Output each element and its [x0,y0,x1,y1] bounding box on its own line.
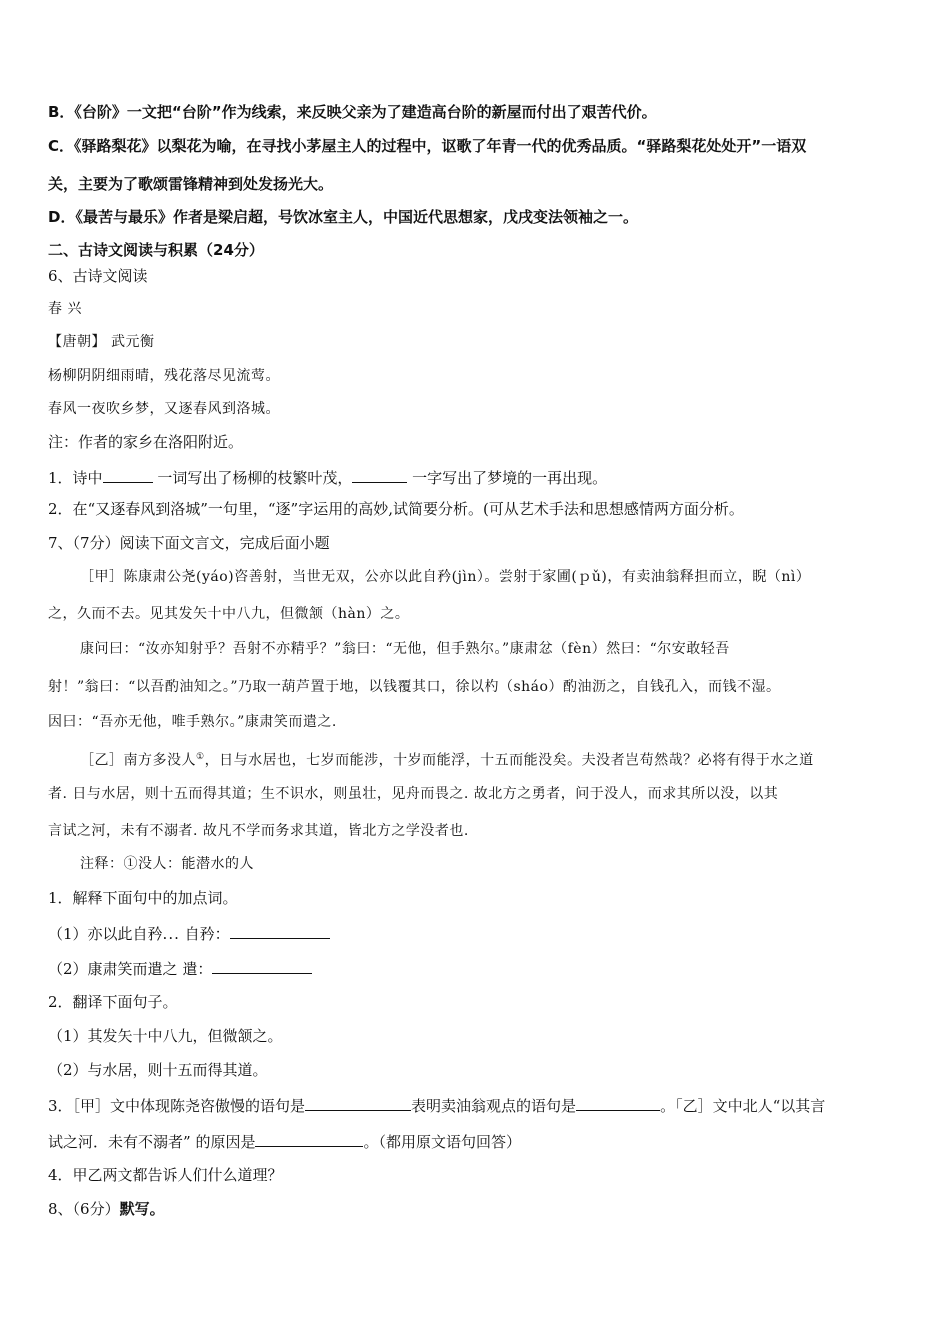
sub-3-part-e: 的原因是 [195,1133,256,1151]
q6-question-2: 2．在“又逐春风到洛城”一句里，“逐”字运用的高妙,试简要分析。(可从艺术手法和思想感情两方面分析。 [48,500,744,518]
passage-jia-line-2: 之，久而不去。见其发矢十中八九，但微颔（hàn）之。 [48,606,410,622]
q8-number: 8、（6分） [48,1200,120,1218]
answer-blank[interactable] [230,922,330,939]
q7-sub-3-line-2 [48,1130,908,1152]
poem-title: 春 兴 [48,301,82,317]
choice-d: D．《最苦与最乐》作者是梁启超，号饮冰室主人，中国近代思想家，戊戌变法领袖之一。 [48,208,638,226]
section-heading: 二、古诗文阅读与积累（24分） [48,241,264,259]
q7-sub-3-line-1 [48,1094,908,1116]
answer-blank[interactable] [212,957,312,974]
passage-jia-line-3: 康问曰：“汝亦知射乎？吾射不亦精乎？”翁曰：“无他，但手熟尔。”康肃忿（fèn）然曰：“尔安敢轻吾 [80,641,730,657]
sub-3-part-b: 表明卖油翁观点的语句是 [411,1097,577,1115]
choice-c-line2: 关，主要为了歌颂雷锋精神到处发扬光大。 [48,175,334,193]
q7-sub-1-item-1 [48,922,908,944]
answer-blank[interactable] [103,466,153,483]
q6-header: 6、古诗文阅读 [48,267,148,285]
answer-blank[interactable] [576,1094,660,1111]
passage-yi-rest: ，日与水居也，七岁而能涉，十岁而能浮，十五而能没矣。夫没者岂苟然哉？必将有得于水之道 [204,752,814,769]
choice-b: B．《台阶》一文把“台阶”作为线索，来反映父亲为了建造高台阶的新屋而付出了艰苦代价。 [48,103,657,121]
q7-sub-2-item-2: （2）与水居，则十五而得其道。 [48,1061,268,1079]
sub-3-part-c: 。「乙］文中北人“以其言 [660,1097,826,1115]
sub-3-part-a: 3．［甲］文中体现陈尧咨傲慢的语句是 [48,1097,306,1115]
sub-1-item-2-sentence: （2）康肃笑而遣之 [48,960,178,978]
poem-author: 【唐朝】 武元衡 [48,334,155,350]
q7-sub-1-item-2 [48,957,908,979]
choice-c-line1: C．《驿路梨花》以梨花为喻，在寻找小茅屋主人的过程中，讴歌了年青一代的优秀品质。“驿路梨花处处开”一语双 [48,137,807,155]
sub-3-part-d: 试之河．未有不溺者” [48,1133,191,1151]
poem-line-2: 春风一夜吹乡梦，又逐春风到洛城。 [48,401,280,417]
q6-q1-part-b: 一词写出了杨柳的枝繁叶茂， [157,469,353,487]
q7-sub-4: 4．甲乙两文都告诉人们什么道理？ [48,1166,283,1184]
poem-line-1: 杨柳阴阴细雨晴，残花落尽见流莺。 [48,368,280,384]
sub-3-part-f: 。（都用原文语句回答） [363,1133,521,1151]
q7-sub-1: 1．解释下面句中的加点词。 [48,889,238,907]
passage-jia-line-1: ［甲］陈康肃公尧(yáo)咨善射，当世无双，公亦以此自矜(jìn）。尝射于家圃(ｐǔ)，有卖油翁释担而立，睨（nì） [80,569,811,585]
passage-jia-line-5: 因曰：“吾亦无他，唯手熟尔。”康肃笑而遣之. [48,714,337,730]
q6-q1-part-c: 一字写出了梦境的一再出现。 [412,469,608,487]
q7-sub-2-item-1: （1）其发矢十中八九，但微颔之。 [48,1027,283,1045]
q8-header [48,1199,908,1219]
emphasis-dots: ... [162,925,180,943]
passage-yi-start: ［乙］南方多没人 [80,752,196,769]
sub-1-item-1-label: 自矜： [184,925,230,943]
passage-yi-line-3: 言试之河，未有不溺者. 故凡不学而务求其道，皆北方之学没者也. [48,823,469,839]
q6-question-1 [48,466,908,488]
answer-blank[interactable] [255,1130,363,1147]
passage-yi-line-2: 者. 日与水居，则十五而得其道；生不识水，则虽壮，见舟而畏之. 故北方之勇者，问于没人，而求其所以没，以其 [48,786,779,802]
q8-title: 默写。 [119,1200,165,1218]
q7-sub-2: 2．翻译下面句子。 [48,993,178,1011]
passage-yi-line-1 [80,747,908,771]
sub-1-item-2-label: 遣： [182,960,213,978]
q6-q1-part-a: 1．诗中 [48,469,103,487]
passage-annotation: 注释：①没人：能潜水的人 [80,856,254,872]
answer-blank[interactable] [305,1094,411,1111]
footnote-marker: ① [196,752,205,762]
q7-header: 7、（7分）阅读下面文言文，完成后面小题 [48,534,330,552]
poem-note: 注：作者的家乡在洛阳附近。 [48,433,244,451]
passage-jia-line-4: 射！”翁曰：“以吾酌油知之。”乃取一葫芦置于地，以钱覆其口，徐以杓（sháo）酌油沥之，自钱孔入，而钱不湿。 [48,679,781,695]
sub-1-item-1-sentence: （1）亦以此自矜 [48,925,163,943]
answer-blank[interactable] [352,466,407,483]
